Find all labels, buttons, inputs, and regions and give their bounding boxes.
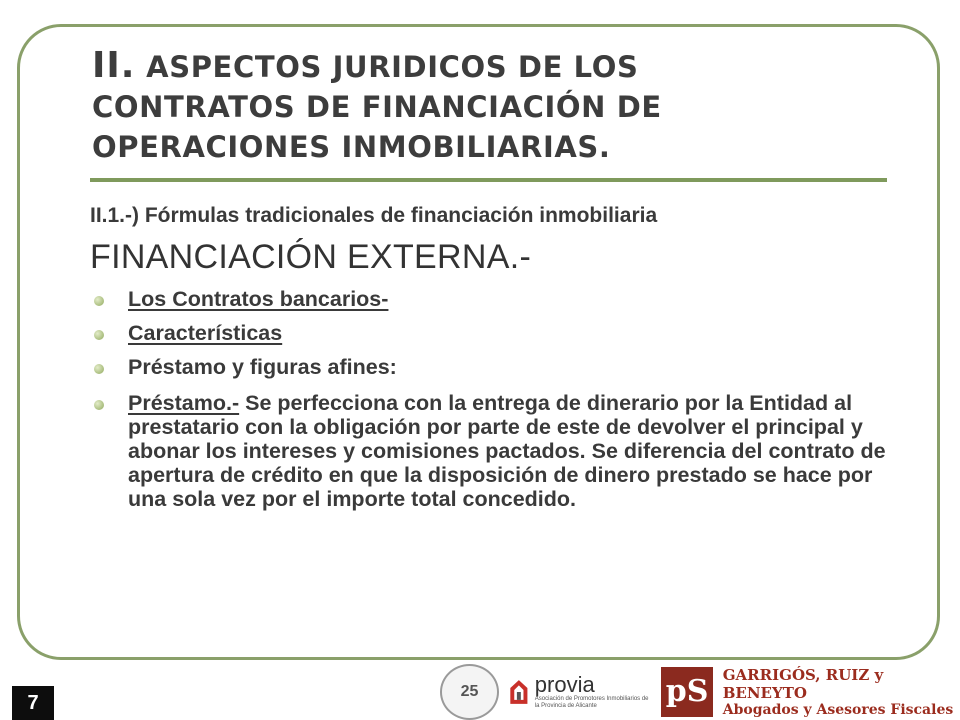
provia-subtitle: Asociación de Promotores Inmobiliarios de la Provincia de Alicante [534,695,649,709]
bullet-label: Préstamo.- [128,391,240,415]
bullet-item [90,321,890,355]
title-line-1: ASPECTOS JURIDICOS DE LOS [146,50,639,84]
firm-subtitle: Abogados y Asesores Fiscales [722,701,954,718]
big-heading: FINANCIACIÓN EXTERNA.- [90,238,532,276]
page-number: 7 [12,686,54,720]
title-divider [90,178,887,182]
bullet-item [90,355,890,391]
bullet-dot-icon [94,330,104,340]
seal-text: 25 [460,682,479,700]
firm-logo [723,666,960,718]
ps-logo: pS [661,667,712,717]
bullet-list [90,287,890,511]
bullet-item [90,287,890,321]
provia-logo [509,672,651,712]
bullet-text: Se perfecciona con la entrega de dinerario por la Entidad al prestatario con la obligación por parte de este de devolver el principal y abonar los intereses y comisiones pactados. Se diferencia del contrato de apertura de crédito en que la disposición de dinero prestado se hace por una sola vez por el importe total concedido. [128,391,886,511]
anniversary-seal-logo [440,664,499,720]
bullet-label: Los Contratos bancarios- [128,287,389,311]
title-line-3: OPERACIONES INMOBILIARIAS. [92,130,611,164]
bullet-dot-icon [94,364,104,374]
title-line-2: CONTRATOS DE FINANCIACIÓN DE [92,90,662,124]
bullet-label: Características [128,321,283,345]
firm-name: GARRIGÓS, RUIZ y BENEYTO [722,665,884,702]
provia-name: provia [534,671,595,697]
provia-mark-icon [509,672,529,712]
bullet-label: Préstamo y figuras afines: [128,355,397,379]
bullet-dot-icon [94,296,104,306]
bullet-dot-icon [94,400,104,410]
footer-logos [440,663,960,720]
bullet-item [90,391,890,511]
title-roman: II. [92,45,136,86]
slide-title [92,46,912,167]
section-heading: II.1.-) Fórmulas tradicionales de financiación inmobiliaria [90,204,658,227]
